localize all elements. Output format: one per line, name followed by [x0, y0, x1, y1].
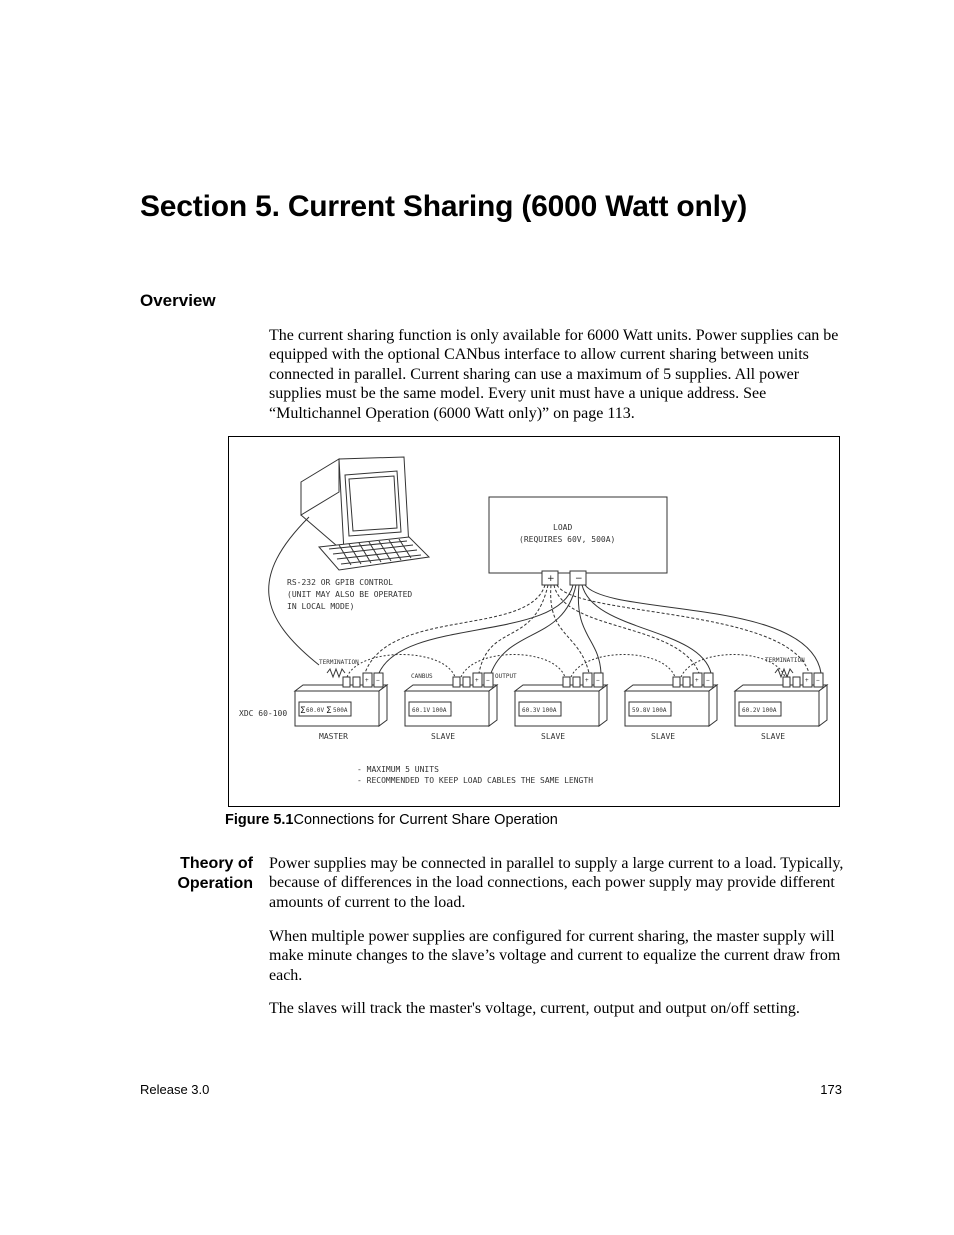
note-cable-length: - RECOMMENDED TO KEEP LOAD CABLES THE SAME LENGTH [357, 776, 594, 785]
theory-paragraph-1: Power supplies may be connected in parallel to supply a large current to a load. Typically, because of differences in the load connections, each power supply may provide different amounts of current to the load. [269, 855, 844, 911]
canbus-port [563, 677, 570, 687]
unit-current: 100A [432, 707, 447, 714]
load-label: LOAD [553, 523, 573, 532]
canbus-label: CANBUS [411, 673, 433, 680]
figure-diagram [228, 436, 840, 807]
unit-current: 500A [333, 707, 348, 714]
unit-side [599, 685, 607, 726]
output-minus-label: − [706, 677, 710, 684]
theory-heading: Theory of Operation [177, 855, 253, 892]
canbus-port [343, 677, 350, 687]
unit-current: 100A [652, 707, 667, 714]
canbus-port [463, 677, 470, 687]
canbus-port [353, 677, 360, 687]
termination-right-label: TERMINATION [765, 657, 805, 664]
output-minus-label: − [486, 677, 490, 684]
figure-number: Figure 5.1 [225, 812, 294, 828]
overview-paragraph: The current sharing function is only available for 6000 Watt units. Power supplies can be equipped with the optional CANbus interface to allow current sharing between units connected in parallel. Current sharing can use a maximum of 5 supplies. All power supplies must be the same model. Every unit must have a unique address. See “Multichannel Operation (6000 Watt only)” on page 113. [269, 327, 839, 422]
control-note-2: (UNIT MAY ALSO BE OPERATED [287, 590, 413, 599]
unit-role-label: SLAVE [431, 732, 456, 741]
canbus-port [783, 677, 790, 687]
output-plus-label: + [585, 677, 589, 684]
load-plus-label: + [547, 574, 555, 584]
unit-side [709, 685, 717, 726]
unit-voltage: 60.3V [522, 707, 541, 714]
output-plus-label: + [805, 677, 809, 684]
canbus-port [573, 677, 580, 687]
control-note-1: RS-232 OR GPIB CONTROL [287, 578, 393, 587]
output-plus-label: + [365, 677, 369, 684]
sigma-icon: Σ [300, 706, 306, 716]
output-minus-label: − [376, 677, 380, 684]
termination-left-label: TERMINATION [319, 659, 359, 666]
overview-heading: Overview [140, 291, 216, 310]
unit-top [735, 685, 827, 691]
unit-role-label: SLAVE [761, 732, 786, 741]
unit-current: 100A [542, 707, 557, 714]
canbus-port [673, 677, 680, 687]
connection-diagram [229, 437, 841, 808]
figure-caption [225, 812, 558, 828]
unit-voltage: 60.2V [742, 707, 761, 714]
canbus-port [683, 677, 690, 687]
unit-top [625, 685, 717, 691]
theory-paragraph-2: When multiple power supplies are configured for current sharing, the master supply will make minute changes to the slave’s voltage and current to equalize the current draw from each. [269, 928, 841, 984]
output-minus-label: − [816, 677, 820, 684]
control-note-3: IN LOCAL MODE) [287, 602, 355, 611]
unit-top [515, 685, 607, 691]
load-requirement: (REQUIRES 60V, 500A) [519, 535, 616, 544]
output-minus-label: − [596, 677, 600, 684]
output-plus-label: + [475, 677, 479, 684]
sigma-icon: Σ [326, 706, 332, 716]
unit-role-label: MASTER [319, 732, 348, 741]
load-minus-label: − [575, 574, 583, 584]
unit-voltage: 60.0V [306, 707, 325, 714]
theory-paragraph-3: The slaves will track the master's voltage, current, output and output on/off setting. [269, 1000, 800, 1017]
unit-top [295, 685, 387, 691]
section-title: Section 5. Current Sharing (6000 Watt only) [140, 190, 748, 223]
note-max-units: - MAXIMUM 5 UNITS [357, 765, 439, 774]
unit-role-label: SLAVE [541, 732, 566, 741]
unit-voltage: 59.8V [632, 707, 651, 714]
unit-side [379, 685, 387, 726]
termination-left-resistor [327, 669, 345, 677]
canbus-port [453, 677, 460, 687]
computer-icon [301, 457, 429, 570]
page-number: 173 [820, 1082, 842, 1097]
unit-top [405, 685, 497, 691]
footer-release: Release 3.0 [140, 1082, 210, 1097]
unit-current: 100A [762, 707, 777, 714]
unit-voltage: 60.1V [412, 707, 431, 714]
model-label: XDC 60-100 [239, 709, 288, 718]
power-supply-units [295, 673, 827, 741]
unit-side [819, 685, 827, 726]
canbus-port [793, 677, 800, 687]
unit-side [489, 685, 497, 726]
figure-caption-text: Connections for Current Share Operation [293, 812, 558, 828]
output-label: OUTPUT [495, 673, 517, 680]
unit-role-label: SLAVE [651, 732, 676, 741]
output-plus-label: + [695, 677, 699, 684]
